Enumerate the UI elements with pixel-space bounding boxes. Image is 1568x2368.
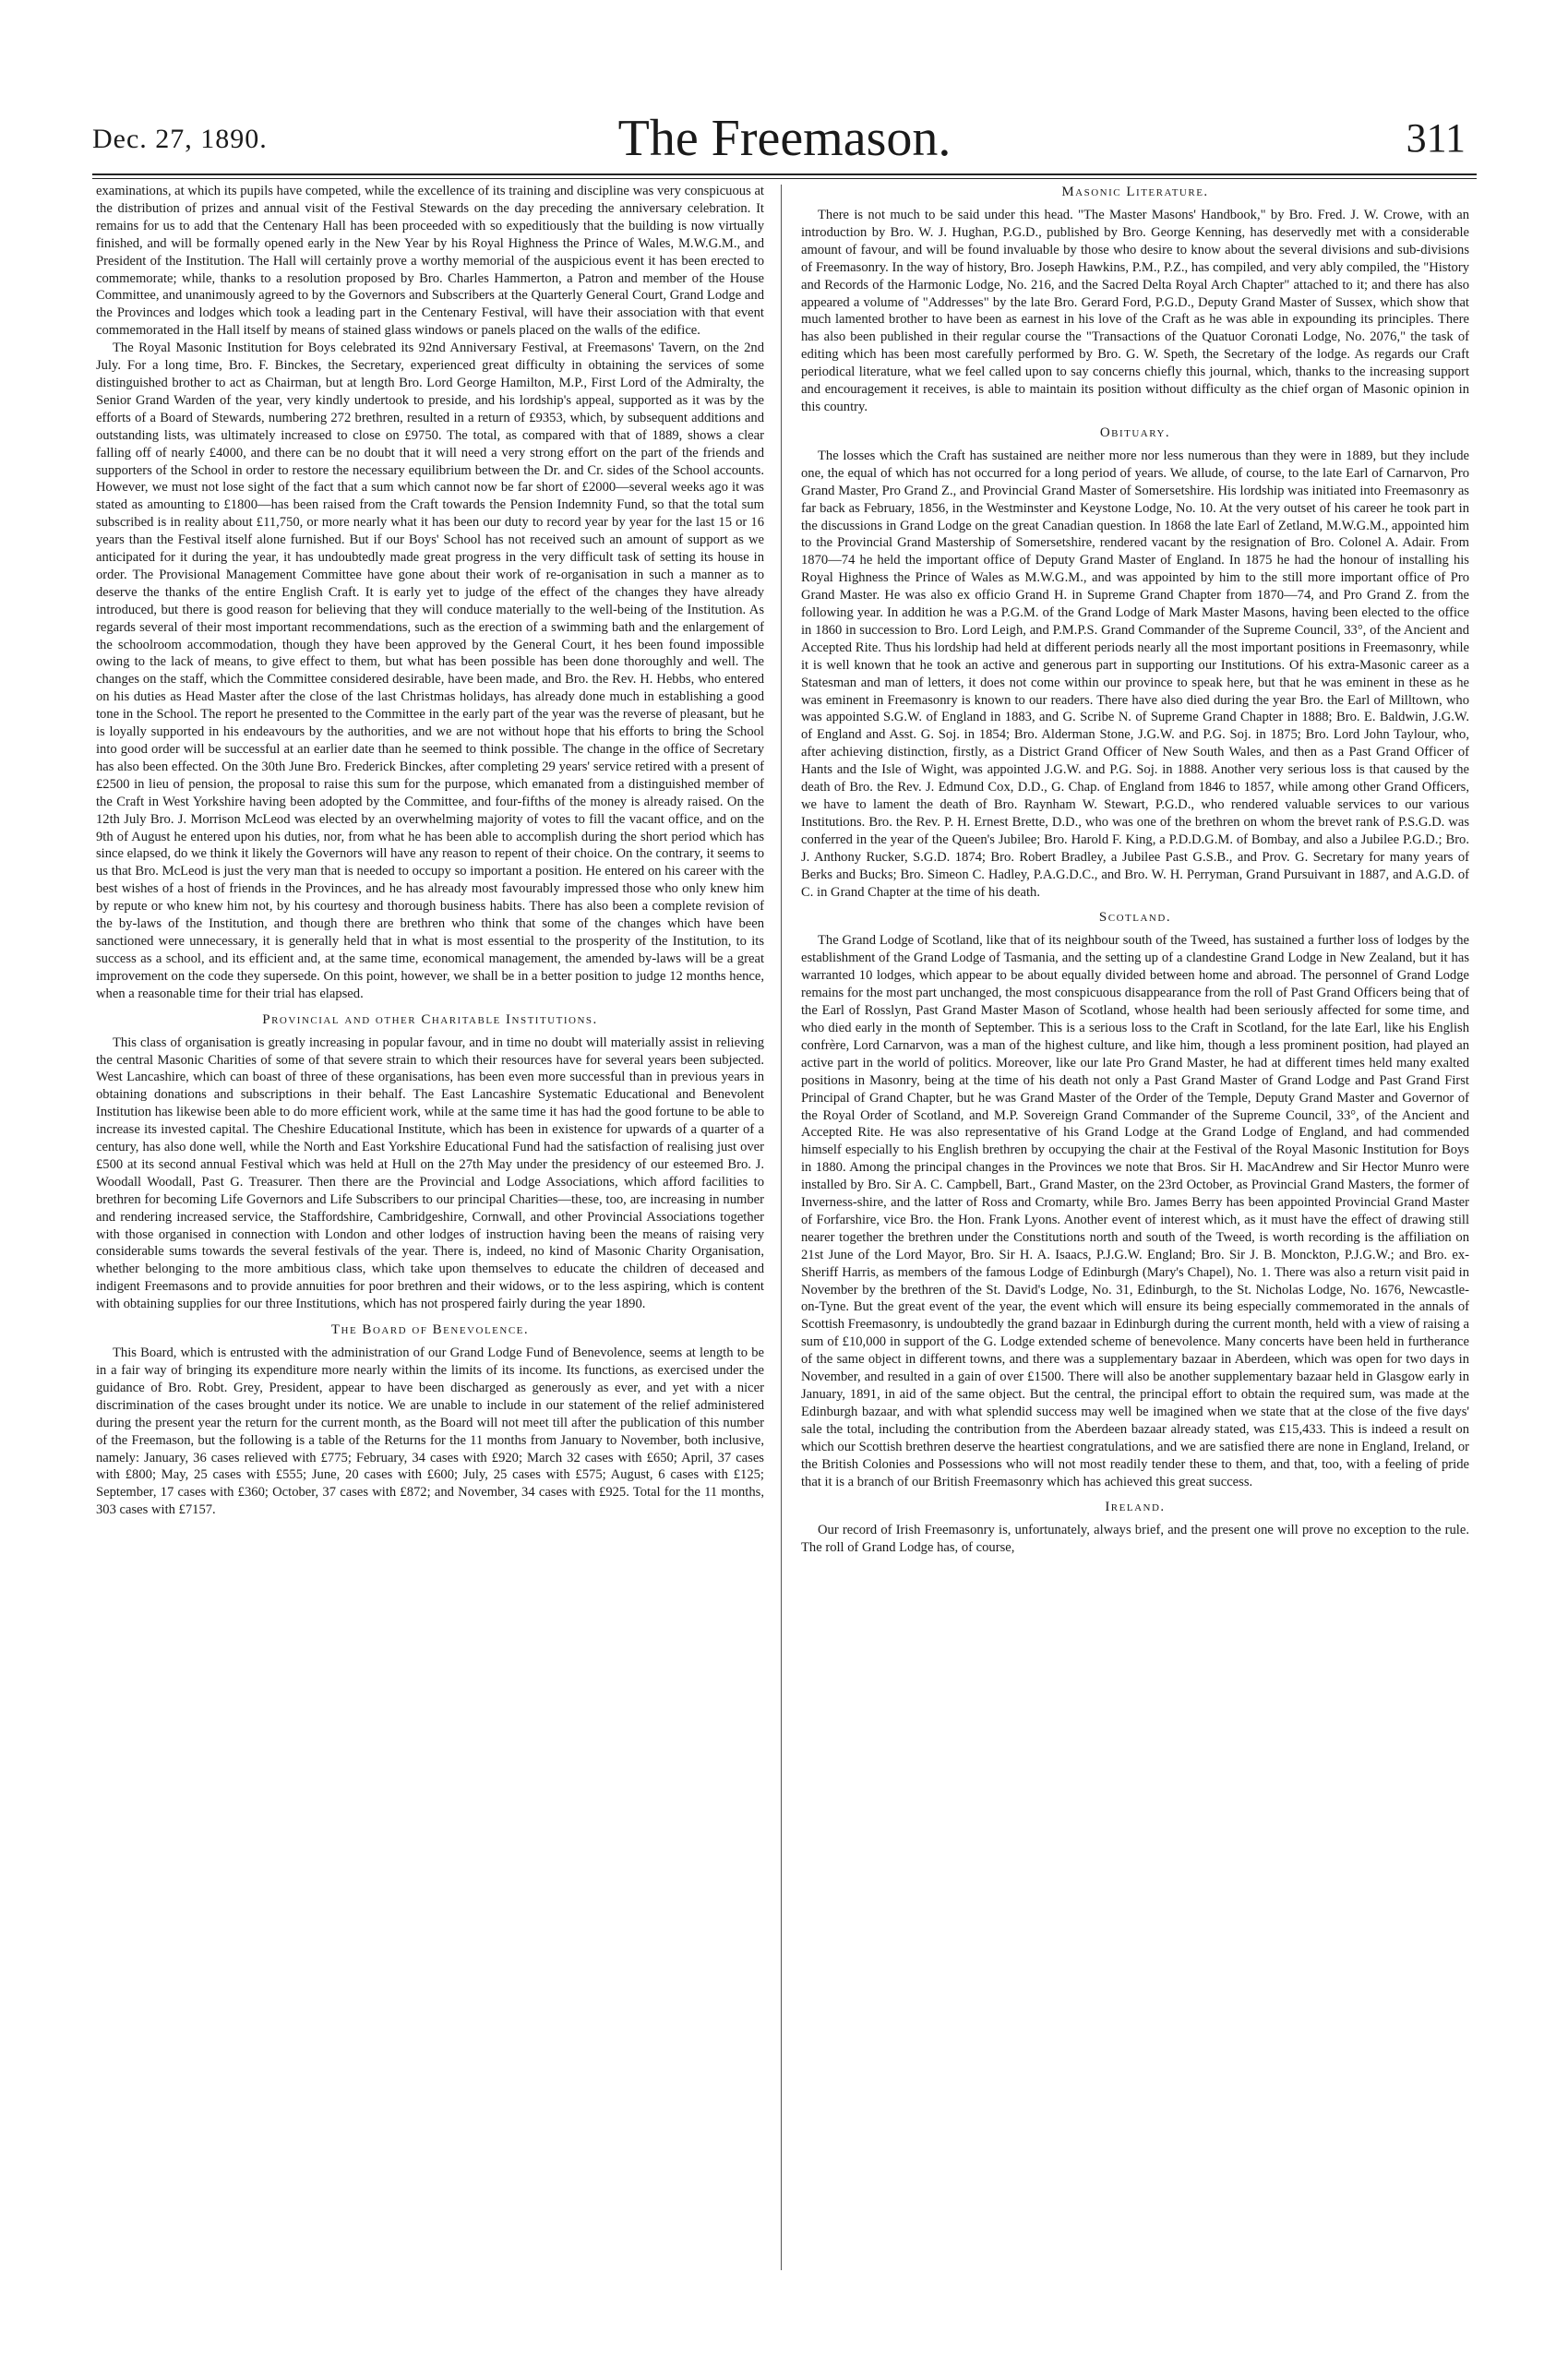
- right-column: [801, 183, 1469, 2287]
- header-rule-thin: [92, 178, 1477, 179]
- section-heading: The Board of Benevolence.: [330, 1322, 530, 1338]
- page-header: [92, 109, 1477, 173]
- section-heading: Masonic Literature.: [1061, 185, 1209, 199]
- section-heading: Scotland.: [1098, 910, 1172, 926]
- article-paragraph: This class of organisation is greatly increasing in popular favour, and in time no doubt will materially assist in relieving the central Masonic Charities of some of that severe strain to which their resources have for several years been subjected. West Lancashire, which can boast of three of these organisations, has been even more successful than in previous years in obtaining donations and subscriptions in their behalf. The East Lancashire Systematic Educational and Benevolent Institution has likewise been able to do more efficient work, while at the same time it has had the good fortune to be able to increase its invested capital. The Cheshire Educational Institute, which has been in existence for upwards of a quarter of a century, has also done well, while the North and East Yorkshire Educational Fund had the satisfaction of realising just over £500 at its second annual Festival which was held at Hull on the 27th May under the presidency of our esteemed Bro. J. Woodall Woodall, Past G. Treasurer. Then there are the Provincial and Lodge Associations, which afford facilities to brethren for becoming Life Governors and Life Subscribers to our principal Charities—these, too, are increasing in number and rendering increased service, the Staffordshire, Cambridgeshire, Cornwall, and other Provincial Associations together with those organised in connection with London and other lodges of instruction having been the means of raising very considerable sums towards the several festivals of the year. There is, indeed, no kind of Masonic Charity Organisation, whether belonging to the more ambitious class, which take upon themselves to educate the children of deceased and indigent Freemasons and to provide annuities for poor brethren and their widows, or to the less aspiring, which is content with obtaining supplies for our three Institutions, which has not prospered fairly during the year 1890.: [96, 1035, 764, 1312]
- article-paragraph: The Grand Lodge of Scotland, like that of its neighbour south of the Tweed, has sustained a further loss of lodges by the establishment of the Grand Lodge of Tasmania, and the setting up of a clandestine Grand Lodge in New Zealand, but it has warranted 10 lodges, which appear to be about equally divided between home and abroad. The personnel of Grand Lodge remains for the most part unchanged, the most conspicuous disappearance from the roll of Past Grand Officers being that of the Earl of Rosslyn, Past Grand Master Mason of Scotland, whose health had been seriously affected for some time, and who died early in the month of September. This is a serious loss to the Craft in Scotland, for the late Earl, like his English confrère, Lord Carnarvon, was a man of the highest culture, and like him, though a less prominent position, had played an active part in the world of politics. Moreover, like our late Pro Grand Master, he had at different times held many exalted positions in Masonry, being at the time of his death not only a Past Grand Master of Grand Lodge and Past Grand First Principal of Grand Chapter, but he was Grand Master of the Order of the Temple, Deputy Grand Master and Governor of the Royal Order of Scotland, and M.P. Sovereign Grand Commander of the Supreme Council, 33°, of the Ancient and Accepted Rite. He was also representative of his Grand Lodge at the Grand Lodge of England, and had commended himself especially to his English brethren by occupying the chair at the Festival of the Royal Masonic Institution for Boys in 1880. Among the principal changes in the Provinces we note that Bros. Sir H. MacAndrew and Sir Hector Munro were installed by Bro. Sir A. C. Campbell, Bart., Grand Master, on the 23rd October, as Provincial Grand Masters, the former of Inverness-shire, and the latter of Ross and Cromarty, while Bro. James Berry has been appointed Provincial Grand Master of Forfarshire, vice Bro. the Hon. Frank Lyons. Another event of interest which, as it must have the effect of drawing still nearer together the brethren under the Constitutions north and south of the Tweed, is worth recording is the affiliation on 21st June of the Lord Mayor, Bro. Sir H. A. Isaacs, P.J.G.W. England; Bro. Sir J. B. Monckton, P.J.G.W.; and Bro. ex-Sheriff Harris, as members of the famous Lodge of Edinburgh (Mary's Chapel), No. 1. There was also a return visit paid in November by the brethren of the St. David's Lodge, No. 31, Edinburgh, to the St. Nicholas Lodge, No. 1676, Newcastle-on-Tyne. But the great event of the year, the event which will ensure its being especially commemorated in the annals of Scottish Freemasonry, is undoubtedly the grand bazaar in Edinburgh during the current month, held with a view of raising a sum of £10,000 in support of the G. Lodge extended scheme of benevolence. Many concerts have been held in furtherance of the same object in different towns, and there was a supplementary bazaar in Aberdeen, which was open for two days in November, and resulted in a gain of over £1500. There will also be another supplementary bazaar held in Glasgow early in January, 1891, in aid of the same object. But the central, the principal effort to obtain the required sum, was made at the Edinburgh bazaar, and with what splendid success may well be imagined when we state that at the close of the five days' sale the total, including the contribution from the Aberdeen bazaar already stated, was £15,433. This is indeed a result on which our Scottish brethren deserve the heartiest congratulations, and we are satisfied there are none in England, Ireland, or the British Colonies and Possessions who will not most readily tender these to them, and that, too, with a feeling of pride that it is a branch of our British Freemasonry which has achieved this great success.: [801, 933, 1469, 1489]
- left-column: [96, 183, 764, 2287]
- article-paragraph: Our record of Irish Freemasonry is, unfortunately, always brief, and the present one will prove no exception to the rule. The roll of Grand Lodge has, of course,: [801, 1523, 1469, 1556]
- masthead-title: The Freemason.: [617, 110, 952, 167]
- article-paragraph: The losses which the Craft has sustained are neither more nor less numerous than they were in 1889, but they include one, the equal of which has not occurred for a long period of years. We allude, of course, to the late Earl of Carnarvon, Pro Grand Master, Pro Grand Z., and Provincial Grand Master of Somersetshire. His lordship was initiated into Freemasonry as far back as February, 1856, in the Westminster and Keystone Lodge, No. 10. At the very outset of his career he took part in the discussions in Grand Lodge on the great Canadian question. In 1868 the late Earl of Zetland, M.W.G.M., appointed him to the Provincial Grand Mastership of Somersetshire, rendered vacant by the resignation of Bro. Colonel A. Adair. From 1870—74 he held the important office of Deputy Grand Master of England. In 1875 he had the honour of installing his Royal Highness the Prince of Wales as M.W.G.M., and was appointed by him to the still more important office of Pro Grand Master. He was also ex officio Grand H. in Supreme Grand Chapter from 1870—74, and Pro Grand Z. from the following year. In addition he was a P.G.M. of the Grand Lodge of Mark Master Masons, having been elected to the office in 1860 in succession to Bro. Lord Leigh, and P.M.P.S. Grand Commander of the Supreme Council, 33°, of the Ancient and Accepted Rite. Thus his lordship had held at different periods nearly all the most important positions in Freemasonry, while it is well known that he took an active and generous part in supporting our Institutions. Of his extra-Masonic career as a Statesman and man of letters, it does not come within our province to speak here, but that he was eminent in these as he was eminent in Freemasonry is known to our readers. There have also died during the year Bro. the Earl of Milltown, who was appointed S.G.W. of England in 1883, and G. Scribe N. of Supreme Grand Chapter in 1888; Bro. E. Baldwin, J.G.W. of England and Asst. G. Soj. in 1854; Bro. Alderman Stone, J.G.W. and P.G. Soj. in 1875; Bro. Lord John Taylour, who, after achieving distinction, firstly, as a District Grand Officer of New South Wales, and then as a Past Grand Officer of Hants and the Isle of Wight, was appointed J.G.W. and P.G. Soj. in 1888. Another very serious loss is that caused by the death of Bro. the Rev. J. Edmund Cox, D.D., G. Chap. of England from 1846 to 1857, while among other Grand Officers, we have to lament the death of Bro. Raynham W. Stewart, P.G.D., who rendered valuable services to our various Institutions. Bro. the Rev. P. H. Ernest Brette, D.D., who was one of the brethren on whom the brevet rank of P.S.G.D. was conferred in the year of the Queen's Jubilee; Bro. Harold F. King, a P.D.D.G.M. of Bombay, and also a Jubilee P.G.D.; Bro. J. Anthony Rucker, S.G.D. 1874; Bro. Robert Bradley, a Jubilee Past G.S.B., and Prov. G. Secretary for many years of Berks and Bucks; Bro. Simeon C. Hadley, P.A.G.D.C., and Bro. W. H. Perryman, Grand Pursuivant in 1887, and A.G.D. of C. in Grand Chapter at the time of his death.: [801, 448, 1469, 900]
- page-number: 311: [1406, 115, 1466, 161]
- section-heading: Ireland.: [1105, 1500, 1166, 1515]
- section-heading: Obituary.: [1099, 425, 1171, 440]
- article-paragraph: This Board, which is entrusted with the administration of our Grand Lodge Fund of Benevolence, seems at length to be in a fair way of bringing its expenditure more nearly within the limits of its income. Its functions, as exercised under the guidance of Bro. Robt. Grey, President, appear to have been discharged as generously as ever, and yet with a nicer discrimination of the cases brought under its notice. We are unable to include in our statement of the relief administered during the present year the return for the current month, as the Board will not meet till after the publication of this number of the Freemason, but the following is a table of the Returns for the 11 months from January to November, both inclusive, namely: January, 36 cases relieved with £775; February, 34 cases with £920; March 32 cases with £650; April, 37 cases with £800; May, 25 cases with £555; June, 20 cases with £600; July, 25 cases with £575; August, 6 cases with £125; September, 17 cases with £360; October, 37 cases with £872; and November, 34 cases with £925. Total for the 11 months, 303 cases with £7157.: [96, 1345, 764, 1518]
- issue-date: Dec. 27, 1890.: [92, 124, 268, 154]
- column-divider: [781, 185, 782, 2270]
- article-paragraph: examinations, at which its pupils have competed, while the excellence of its training and discipline was very conspicuous at the distribution of prizes and annual visit of the Festival Stewards on the day preceding the anniversary celebration. It remains for us to add that the Centenary Hall has been proceeded with so expeditiously that the building is now virtually finished, and will be formally opened early in the New Year by his Royal Highness the Prince of Wales, M.W.G.M., and President of the Institution. The Hall will certainly prove a worthy memorial of the auspicious event it has been erected to commemorate; while, thanks to a resolution proposed by Bro. Charles Hammerton, a Patron and member of the House Committee, and unanimously agreed to by the Governors and Subscribers at the Quarterly General Court, Grand Lodge and the Provinces and lodges which took a leading part in the Centenary Festival, will have their association with that event commemorated in the Hall itself by means of stained glass windows or panels placed on the walls of the edifice.: [96, 184, 764, 339]
- article-paragraph: The Royal Masonic Institution for Boys celebrated its 92nd Anniversary Festival, at Freemasons' Tavern, on the 2nd July. For a long time, Bro. F. Binckes, the Secretary, experienced great difficulty in obtaining the services of some distinguished brother to act as Chairman, but at length Bro. Lord George Hamilton, M.P., First Lord of the Admiralty, the Senior Grand Warden of the year, very kindly undertook to preside, and his lordship's appeal, supported as it was by the efforts of a Board of Stewards, numbering 272 brethren, resulted in a return of £9353, which, by subsequent additions and outstanding lists, was ultimately increased to close on £9750. The total, as compared with that of 1889, shows a clear falling off of nearly £4000, and there can be no doubt that it will need a very strong effort on the part of the friends and supporters of the School in order to restore the necessary equilibrium between the Dr. and Cr. sides of the School accounts. However, we must not lose sight of the fact that a sum which cannot now be far short of £2000—several weeks ago it was stated as amounting to £1800—has been raised from the Craft towards the Pension Indemnity Fund, so that the total sum subscribed is in reality about £11,750, or more nearly what it has been our duty to record year by year for the last 15 or 16 years than the Festival itself alone furnished. But if our Boys' School has not received such an amount of support as we anticipated for it during the year, it has undoubtedly made great progress in the very difficult task of setting its house in order. The Provisional Management Committee have gone about their work of re-organisation in such a manner as to deserve the thanks of the entire English Craft. It is early yet to judge of the effect of the changes they have already introduced, but there is good reason for believing that they will conduce materially to the well-being of the Institution. As regards several of their most important recommendations, such as the erection of a swimming bath and the enlargement of the schoolroom accommodation, though they have been approved by the General Court, it hes been found impossible owing to the lack of means, to give effect to them, but what has been possible has been done thoroughly and well. The changes on the staff, which the Committee considered desirable, have been made, and Bro. the Rev. H. Hebbs, who entered on his duties as Head Master after the close of the last Christmas holidays, has already done much in establishing a good tone in the School. The report he presented to the Committee in the early part of the year was the reverse of pleasant, but he is loyally supported in his endeavours by the authorities, and we are not without hope that his efforts to bring the School into good order will be successful at an earlier date than he seemed to think possible. The change in the office of Secretary has also been effected. On the 30th June Bro. Frederick Binckes, after completing 29 years' service retired with a present of £2500 in lieu of pension, the proposal to raise this sum for the purpose, which emanated from a distinguished member of the Craft in West Yorkshire having been adopted by the Committee, and four-fifths of the money is already raised. On the 12th July Bro. J. Morrison McLeod was elected by an overwhelming majority of votes to fill the vacant office, and on the 9th of August he entered upon his duties, nor, from what he has been able to accomplish during the short period which has since elapsed, do we think it likely the Governors will have any reason to repent of their choice. On the contrary, it seems to us that Bro. McLeod is just the very man that is needed to occupy so important a position. He entered on his career with the best wishes of a host of friends in the Provinces, and he has already most favourably impressed those who only knew him by repute or who knew him not, by his courtesy and thorough business habits. There has also been a complete revision of the by-laws of the Institution, and though there are brethren who think that some of the changes which have been sanctioned were unnecessary, it is generally held that in what is most essential to the prosperity of the Institution, to its success as a school, and its efficient and, at the same time, economical management, the amended by-laws will be a great improvement on the code they supersede. On this point, however, we shall be in a better position to judge 12 months hence, when a reasonable time for their trial has elapsed.: [96, 341, 764, 1001]
- header-rule: [92, 173, 1477, 175]
- article-paragraph: There is not much to be said under this head. "The Master Masons' Handbook," by Bro. Fred. J. W. Crowe, with an introduction by Bro. W. J. Hughan, P.G.D., published by Bro. George Kenning, has deservedly met with a considerable amount of favour, and will be found invaluable by those who desire to know about the several divisions and sub-divisions of Freemasonry. In the way of history, Bro. Joseph Hawkins, P.M., P.Z., has compiled, and very ably compiled, the "History and Records of the Harmonic Lodge, No. 216, and the Sacred Delta Royal Arch Chapter" attached to it; and there has also appeared a volume of "Addresses" by the late Bro. Gerard Ford, P.G.D., Deputy Grand Master of Sussex, which show that much lamented brother to have been as earnest in his love of the Craft as he was able in expounding its principles. There has also been published in their regular course the "Transactions of the Quatuor Coronati Lodge, No. 2076," the task of editing which has been most carefully performed by Bro. G. W. Speth, the Secretary of the lodge. As regards our Craft periodical literature, what we feel called upon to say concerns chiefly this journal, which, thanks to the increasing support and encouragement it receives, is able to maintain its position without difficulty as the chief organ of Masonic opinion in this country.: [801, 208, 1469, 414]
- section-heading: Provincial and other Charitable Institutions.: [262, 1011, 598, 1027]
